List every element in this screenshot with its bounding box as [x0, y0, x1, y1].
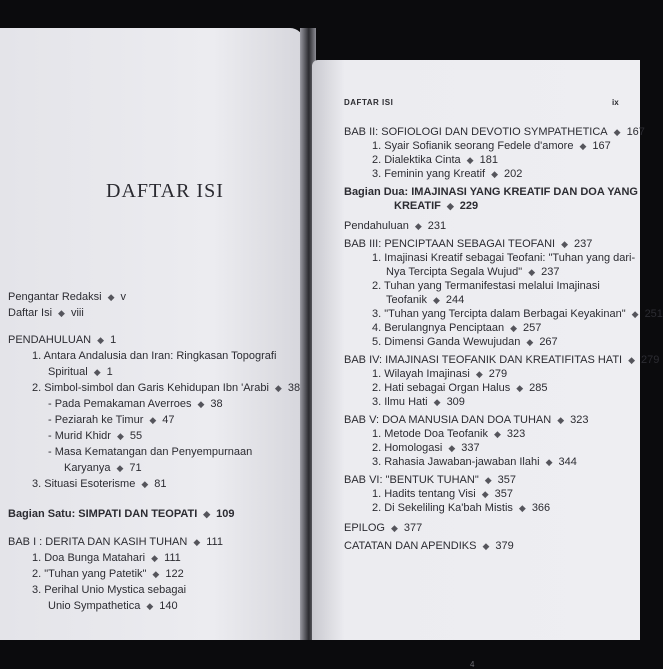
toc-entry-page: 323: [570, 414, 589, 426]
toc-entry-title: BAB VI: "BENTUK TUHAN": [344, 474, 479, 486]
page-title: DAFTAR ISI: [106, 180, 224, 202]
toc-entry: [8, 307, 84, 320]
diamond-icon: ◆: [448, 443, 456, 453]
toc-entry-page: 81: [154, 478, 167, 490]
diamond-icon: ◆: [446, 201, 454, 211]
toc-entry-title: - Peziarah ke Timur: [48, 414, 144, 426]
toc-entry-page: 122: [165, 568, 184, 580]
toc-entry: [344, 220, 446, 233]
toc-entry-title: Daftar Isi: [8, 307, 53, 319]
toc-entry-title: - Pada Pemakaman Averroes: [48, 398, 192, 410]
toc-entry-page: 285: [529, 382, 548, 394]
toc-entry-title: 1. Antara Andalusia dan Iran: Ringkasan Topografi: [32, 350, 277, 362]
toc-entry-page: 38: [210, 398, 223, 410]
toc-entry-page: 344: [558, 456, 577, 468]
diamond-icon: ◆: [116, 463, 124, 473]
footer-mark: 4: [470, 660, 475, 669]
diamond-icon: ◆: [152, 569, 160, 579]
toc-entry-title: 3. Ilmu Hati: [372, 396, 428, 408]
toc-entry-title: 2. "Tuhan yang Patetik": [32, 568, 147, 580]
toc-entry: [8, 536, 223, 549]
toc-entry-page: 357: [497, 474, 517, 486]
diamond-icon: ◆: [482, 541, 490, 551]
toc-entry: [48, 414, 175, 427]
diamond-icon: ◆: [510, 323, 518, 333]
toc-entry-title: 2. Simbol-simbol dan Garis Kehidupan Ibn 'Arabi: [32, 382, 269, 394]
toc-entry-title: 3. Feminin yang Kreatif: [372, 168, 486, 180]
diamond-icon: ◆: [414, 221, 422, 231]
toc-entry: [344, 186, 638, 199]
diamond-icon: ◆: [484, 475, 492, 485]
diamond-icon: ◆: [93, 367, 101, 377]
toc-entry-page: 267: [539, 336, 558, 348]
toc-entry-page: 237: [574, 238, 593, 250]
diamond-icon: ◆: [631, 309, 639, 319]
page-number: ix: [612, 98, 619, 107]
diamond-icon: ◆: [493, 429, 501, 439]
toc-entry-title: Pengantar Redaksi: [8, 291, 102, 303]
toc-entry: [344, 474, 516, 487]
diamond-icon: ◆: [526, 337, 534, 347]
toc-entry-page: 257: [523, 322, 542, 334]
diamond-icon: ◆: [274, 383, 282, 393]
toc-entry: [8, 334, 116, 347]
toc-entry: [32, 584, 186, 597]
toc-entry-title: 3. Rahasia Jawaban-jawaban Ilahi: [372, 456, 540, 468]
toc-entry-page: 167: [592, 140, 611, 152]
diamond-icon: ◆: [58, 308, 65, 318]
toc-entry-page: 279: [488, 368, 508, 380]
toc-entry-title: Pendahuluan: [344, 220, 409, 232]
toc-entry-page: 38: [287, 382, 301, 394]
toc-entry-title: 5. Dimensi Ganda Wewujudan: [372, 336, 521, 348]
toc-entry-title: 1. Wilayah Imajinasi: [372, 368, 470, 380]
toc-entry-title: 1. Doa Bunga Matahari: [32, 552, 146, 564]
diamond-icon: ◆: [390, 523, 398, 533]
diamond-icon: ◆: [433, 397, 441, 407]
toc-entry: [372, 252, 635, 265]
toc-entry-page: 109: [216, 508, 235, 520]
toc-entry-title: CATATAN DAN APENDIKS: [344, 540, 477, 552]
diamond-icon: ◆: [491, 169, 499, 179]
toc-entry-page: 377: [403, 522, 423, 534]
diamond-icon: ◆: [475, 369, 483, 379]
diamond-icon: ◆: [107, 292, 115, 302]
toc-entry: [48, 600, 178, 613]
toc-entry-page: 337: [461, 442, 480, 454]
diamond-icon: ◆: [141, 479, 149, 489]
toc-entry: [372, 154, 498, 167]
toc-entry: [48, 398, 223, 411]
toc-entry-title: 2. Tuhan yang Termanifestasi melalui Imajinasi: [372, 280, 600, 292]
toc-entry-title: 2. Homologasi: [372, 442, 443, 454]
toc-entry: [372, 382, 547, 395]
toc-entry: [372, 322, 541, 335]
diamond-icon: ◆: [203, 509, 211, 519]
toc-entry-title: Bagian Satu: SIMPATI DAN TEOPATI: [8, 508, 198, 520]
diamond-icon: ◆: [197, 399, 205, 409]
toc-entry: [372, 396, 465, 409]
left-page: [0, 28, 304, 640]
toc-entry-page: 71: [129, 462, 142, 474]
diamond-icon: ◆: [528, 267, 536, 277]
diamond-icon: ◆: [613, 127, 621, 137]
toc-entry: [344, 522, 422, 535]
toc-entry: [372, 488, 513, 501]
toc-entry-page: 47: [162, 414, 175, 426]
toc-entry: [8, 508, 235, 521]
toc-entry-title: PENDAHULUAN: [8, 334, 92, 346]
toc-entry: [32, 568, 184, 581]
toc-entry-title: Bagian Dua: IMAJINASI YANG KREATIF DAN DOA YANG: [344, 186, 638, 198]
toc-entry: [372, 502, 550, 515]
toc-entry: [32, 552, 181, 565]
toc-entry-title: - Masa Kematangan dan Penyempurnaan: [48, 446, 253, 458]
diamond-icon: ◆: [628, 355, 636, 365]
toc-entry-title: 1. Syair Sofianik seorang Fedele d'amore: [372, 140, 574, 152]
toc-entry: [372, 442, 480, 455]
toc-entry-title: EPILOG: [344, 522, 385, 534]
toc-entry: [344, 354, 659, 367]
toc-entry: [48, 446, 252, 459]
toc-entry: [8, 291, 126, 304]
diamond-icon: ◆: [579, 141, 587, 151]
toc-entry: [386, 294, 464, 307]
toc-entry: [372, 428, 525, 441]
toc-entry: [344, 126, 645, 139]
toc-entry-title: 4. Berulangnya Penciptaan: [372, 322, 505, 334]
toc-entry-page: 55: [129, 430, 143, 442]
diamond-icon: ◆: [151, 553, 159, 563]
toc-entry: [32, 382, 300, 395]
toc-entry-page: 111: [206, 536, 223, 548]
toc-entry-page: 167: [626, 126, 645, 138]
toc-entry-title: 2. Di Sekeliling Ka'bah Mistis: [372, 502, 513, 514]
toc-entry-title: Unio Sympathetica: [48, 600, 141, 612]
toc-entry-title: 1. Imajinasi Kreatif sebagai Teofani: "Tuhan yang dari-: [372, 252, 636, 264]
toc-entry-page: 309: [446, 396, 465, 408]
toc-entry-title: 1. Metode Doa Teofanik: [372, 428, 488, 440]
diamond-icon: ◆: [561, 239, 569, 249]
toc-entry-title: BAB III: PENCIPTAAN SEBAGAI TEOFANI: [344, 238, 556, 250]
toc-entry-title: Nya Tercipta Segala Wujud": [386, 266, 523, 278]
toc-entry-title: BAB I : DERITA DAN KASIH TUHAN: [8, 536, 188, 548]
toc-entry: [32, 478, 167, 491]
toc-entry-page: 323: [506, 428, 526, 440]
toc-entry-page: 251: [644, 308, 663, 320]
toc-entry-page: 111: [164, 552, 181, 564]
toc-entry-page: 1: [110, 334, 117, 346]
toc-entry: [64, 462, 142, 475]
toc-entry: [372, 168, 522, 181]
toc-entry: [32, 350, 276, 363]
diamond-icon: ◆: [97, 335, 105, 345]
toc-entry-title: Spiritual: [48, 366, 88, 378]
toc-entry-page: v: [120, 291, 126, 303]
toc-entry-page: 229: [459, 200, 479, 212]
toc-entry-title: BAB II: SOFIOLOGI DAN DEVOTIO SYMPATHETICA: [344, 126, 608, 138]
diamond-icon: ◆: [149, 415, 157, 425]
diamond-icon: ◆: [545, 457, 553, 467]
toc-entry: [372, 308, 663, 321]
toc-entry: [48, 430, 142, 443]
toc-entry-page: 244: [445, 294, 465, 306]
diamond-icon: ◆: [518, 503, 526, 513]
toc-entry-page: 1: [106, 366, 113, 378]
toc-entry: [386, 266, 559, 279]
toc-entry-page: 231: [427, 220, 447, 232]
toc-entry-page: 202: [504, 168, 523, 180]
toc-entry-title: Karyanya: [64, 462, 111, 474]
toc-entry-title: - Murid Khidr: [48, 430, 111, 442]
toc-entry-page: 279: [641, 354, 660, 366]
toc-entry-title: 1. Hadits tentang Visi: [372, 488, 476, 500]
toc-entry: [344, 540, 514, 553]
diamond-icon: ◆: [193, 537, 201, 547]
toc-entry: [344, 414, 589, 427]
toc-entry: [372, 336, 558, 349]
toc-entry: [372, 456, 577, 469]
diamond-icon: ◆: [557, 415, 565, 425]
toc-entry-title: 3. "Tuhan yang Tercipta dalam Berbagai Keyakinan": [372, 308, 626, 320]
toc-entry-title: 3. Situasi Esoterisme: [32, 478, 136, 490]
diamond-icon: ◆: [146, 601, 154, 611]
toc-entry-page: 379: [495, 540, 514, 552]
toc-entry: [372, 280, 600, 293]
toc-entry-title: KREATIF: [394, 200, 441, 212]
toc-entry: [48, 366, 113, 379]
toc-entry-page: 366: [531, 502, 551, 514]
toc-entry-title: BAB V: DOA MANUSIA DAN DOA TUHAN: [344, 414, 552, 426]
diamond-icon: ◆: [516, 383, 524, 393]
toc-entry-page: viii: [70, 307, 84, 319]
right-page: [312, 60, 663, 669]
toc-entry-title: BAB IV: IMAJINASI TEOFANIK DAN KREATIFITAS HATI: [344, 354, 623, 366]
toc-entry-page: 181: [479, 154, 498, 166]
toc-entry-page: 140: [159, 600, 178, 612]
diamond-icon: ◆: [432, 295, 440, 305]
toc-entry-title: 2. Dialektika Cinta: [372, 154, 461, 166]
toc-entry: [394, 200, 478, 213]
diamond-icon: ◆: [481, 489, 489, 499]
toc-entry: [344, 238, 592, 251]
toc-entry-title: 2. Hati sebagai Organ Halus: [372, 382, 511, 394]
toc-entry-title: Teofanik: [386, 294, 427, 306]
toc-entry-page: 357: [494, 488, 514, 500]
toc-entry-page: 237: [541, 266, 560, 278]
running-head: DAFTAR ISI: [344, 98, 394, 107]
diamond-icon: ◆: [116, 431, 124, 441]
toc-entry: [372, 140, 611, 153]
toc-entry: [372, 368, 507, 381]
toc-entry-title: 3. Perihal Unio Mystica sebagai: [32, 584, 187, 596]
diamond-icon: ◆: [466, 155, 474, 165]
